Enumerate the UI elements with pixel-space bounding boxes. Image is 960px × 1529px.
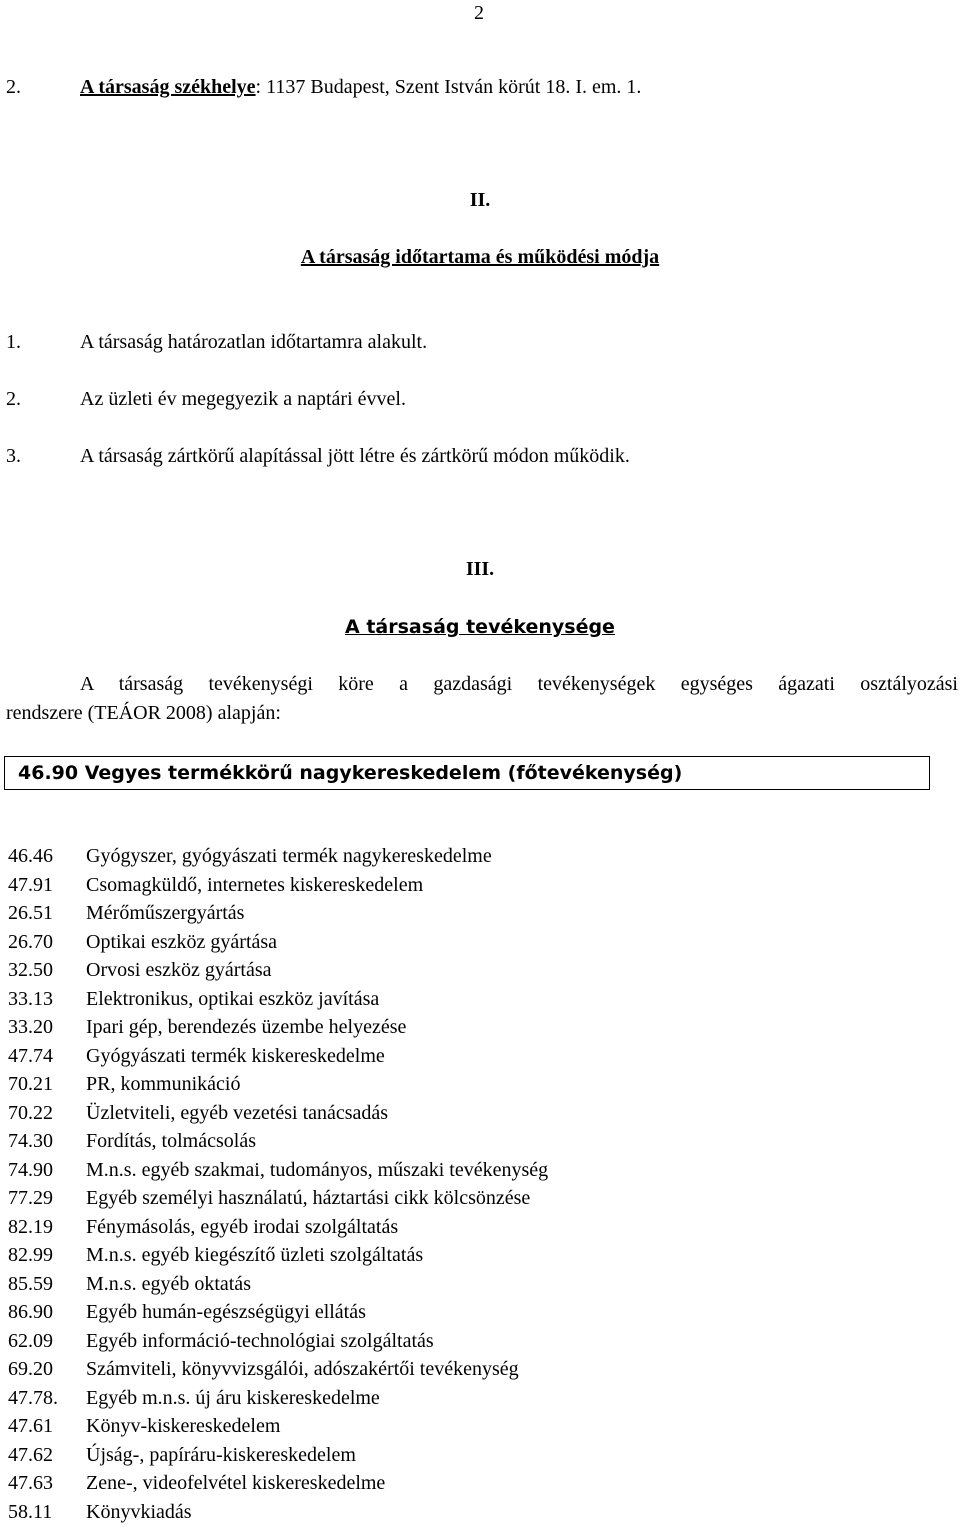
activity-description: Újság-, papíráru-kiskereskedelem [86, 1443, 356, 1466]
activity-code: 74.30 [8, 1130, 53, 1152]
activity-description: Zene-, videofelvétel kiskereskedelme [86, 1472, 386, 1494]
activity-code: 47.62 [8, 1443, 53, 1466]
activity-row [0, 1216, 960, 1244]
activity-code: 85.59 [8, 1272, 53, 1295]
main-activity-box [4, 756, 930, 790]
activity-code: 33.20 [8, 1016, 53, 1038]
activity-row [0, 874, 960, 902]
activity-row [0, 902, 960, 930]
activity-description: Fordítás, tolmácsolás [86, 1130, 256, 1152]
page-number: 2 [474, 2, 484, 24]
activity-row [0, 988, 960, 1016]
activity-code: 47.61 [8, 1415, 53, 1437]
activity-description: Mérőműszergyártás [86, 902, 245, 924]
activity-description: Optikai eszköz gyártása [86, 930, 278, 953]
activity-code: 70.21 [8, 1073, 53, 1095]
section-2-item-2-text: Az üzleti év megegyezik a naptári évvel. [80, 388, 406, 410]
activity-description: Orvosi eszköz gyártása [86, 959, 272, 981]
seat-line [80, 76, 641, 99]
activity-code: 86.90 [8, 1301, 53, 1323]
seat-label: A társaság székhelye [80, 76, 256, 98]
activity-row [0, 1073, 960, 1101]
activity-row [0, 845, 960, 873]
activity-row [0, 1301, 960, 1329]
activity-description: Elektronikus, optikai eszköz javítása [86, 987, 380, 1010]
section-3-title: A társaság tevékenysége [345, 616, 615, 638]
activity-description: Gyógyszer, gyógyászati termék nagykereskedelme [86, 845, 492, 867]
activity-code: 82.99 [8, 1244, 53, 1266]
seat-value: : 1137 Budapest, Szent István körút 18. I. em. 1. [255, 76, 642, 98]
activity-code: 26.51 [8, 902, 53, 924]
activity-row [0, 1045, 960, 1073]
activity-code: 70.22 [8, 1101, 53, 1124]
activity-description: M.n.s. egyéb kiegészítő üzleti szolgáltatás [86, 1244, 424, 1266]
activity-description: M.n.s. egyéb szakmai, tudományos, műszaki tevékenység [86, 1158, 549, 1181]
section-2-item-2-num: 2. [6, 388, 21, 410]
activity-description: Egyéb személyi használatú, háztartási cikk kölcsönzése [86, 1187, 531, 1209]
activity-description: Egyéb információ-technológiai szolgáltatás [86, 1329, 434, 1352]
activity-description: Egyéb humán-egészségügyi ellátás [86, 1301, 366, 1323]
activity-description: Könyv-kiskereskedelem [86, 1415, 281, 1437]
activity-row [0, 1330, 960, 1358]
activity-row [0, 1102, 960, 1130]
activity-description: Csomagküldő, internetes kiskereskedelem [86, 873, 424, 896]
activity-code: 69.20 [8, 1358, 53, 1380]
activity-row [0, 1273, 960, 1301]
activity-row [0, 1444, 960, 1472]
section-2-roman: II. [469, 189, 491, 211]
section-2-item-3-text: A társaság zártkörű alapítással jött létre és zártkörű módon működik. [80, 445, 630, 467]
activity-code: 32.50 [8, 959, 53, 981]
section-3-intro-line-2: rendszere (TEÁOR 2008) alapján: [6, 702, 281, 724]
activity-code: 46.46 [8, 845, 53, 867]
section-3-intro-line-1: A társaság tevékenységi köre a gazdasági tevékenységek egységes ágazati osztályozási [80, 673, 958, 695]
activity-row [0, 1016, 960, 1044]
section-2-item-1-num: 1. [6, 331, 21, 353]
activity-code: 82.19 [8, 1215, 53, 1238]
activity-description: Üzletviteli, egyéb vezetési tanácsadás [86, 1101, 389, 1124]
section-3-roman: III. [465, 558, 495, 580]
activity-description: Könyvkiadás [86, 1500, 192, 1523]
activity-row [0, 1244, 960, 1272]
activity-row [0, 1130, 960, 1158]
activity-code: 74.90 [8, 1158, 53, 1181]
activity-code: 47.63 [8, 1472, 53, 1494]
section-2-item-3-num: 3. [6, 445, 21, 467]
activity-code: 47.74 [8, 1044, 53, 1067]
section-2-title: A társaság időtartama és működési módja [300, 246, 660, 268]
activity-row [0, 931, 960, 959]
activity-code: 62.09 [8, 1329, 53, 1352]
activity-description: PR, kommunikáció [86, 1073, 241, 1095]
activity-row [0, 1415, 960, 1443]
activity-description: Gyógyászati termék kiskereskedelme [86, 1044, 385, 1067]
main-activity-text: 46.90 Vegyes termékkörű nagykereskedelem (főtevékenység) [18, 762, 683, 784]
activity-row [0, 1501, 960, 1529]
activity-code: 58.11 [8, 1500, 53, 1523]
activity-description: Fénymásolás, egyéb irodai szolgáltatás [86, 1215, 399, 1238]
seat-number: 2. [6, 76, 21, 98]
activity-code: 47.91 [8, 873, 53, 896]
activity-row [0, 1358, 960, 1386]
activity-row [0, 959, 960, 987]
activity-code: 77.29 [8, 1187, 53, 1209]
activity-row [0, 1387, 960, 1415]
activity-description: Számviteli, könyvvizsgálói, adószakértői tevékenység [86, 1358, 519, 1380]
activity-code: 47.78. [8, 1386, 58, 1409]
activity-description: Ipari gép, berendezés üzembe helyezése [86, 1016, 407, 1038]
activity-description: Egyéb m.n.s. új áru kiskereskedelme [86, 1386, 380, 1409]
activity-description: M.n.s. egyéb oktatás [86, 1272, 251, 1295]
activity-code: 33.13 [8, 987, 53, 1010]
activity-row [0, 1187, 960, 1215]
section-2-item-1-text: A társaság határozatlan időtartamra alakult. [80, 331, 428, 353]
activity-row [0, 1159, 960, 1187]
activity-code: 26.70 [8, 930, 53, 953]
activity-row [0, 1472, 960, 1500]
